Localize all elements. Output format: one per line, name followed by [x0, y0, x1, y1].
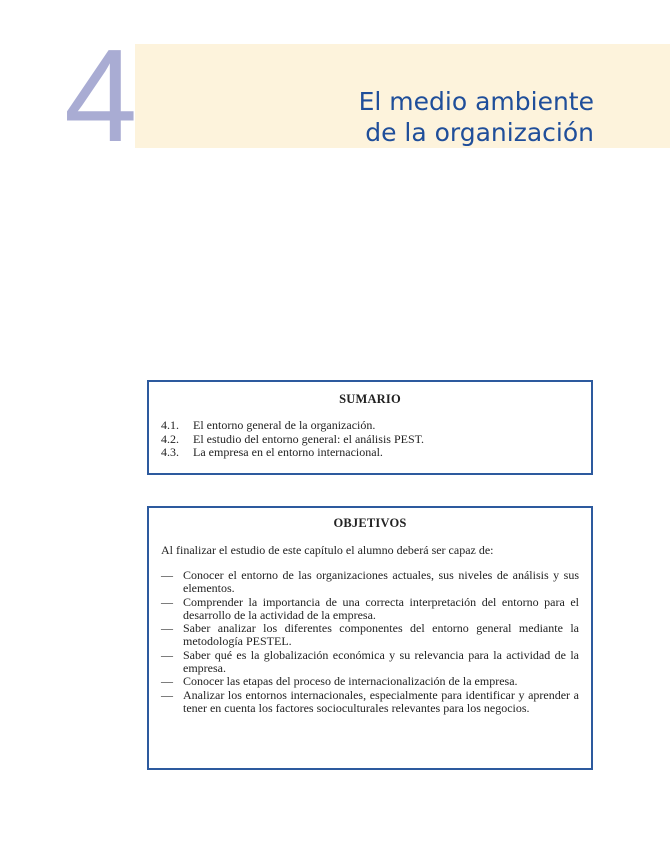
sumario-item-number: 4.3.	[161, 445, 179, 459]
objetivos-box	[147, 506, 593, 770]
objetivo-text: Comprender la importancia de una correcta interpretación del entorno para el desarrollo de la actividad de la empresa.	[183, 594, 579, 622]
sumario-item-text: El estudio del entorno general: el análisis PEST.	[193, 431, 425, 446]
objetivo-item	[161, 649, 579, 676]
dash-bullet: —	[161, 674, 173, 689]
sumario-item	[161, 419, 579, 433]
objetivo-item	[161, 596, 579, 623]
chapter-title-line-1: El medio ambiente	[358, 87, 594, 116]
sumario-item-text: La empresa en el entorno internacional.	[193, 445, 383, 459]
objetivo-text: Conocer las etapas del proceso de internacionalización de la empresa.	[183, 674, 518, 689]
sumario-list	[161, 419, 579, 460]
objetivo-text: Conocer el entorno de las organizaciones actuales, sus niveles de análisis y sus elementos.	[183, 568, 579, 596]
objetivo-item	[161, 569, 579, 596]
dash-bullet: —	[161, 594, 173, 609]
sumario-item-number: 4.1.	[161, 418, 179, 432]
sumario-item	[161, 446, 579, 460]
sumario-item-text: El entorno general de la organización.	[193, 418, 376, 432]
objetivo-item	[161, 675, 579, 688]
objetivos-intro: Al finalizar el estudio de este capítulo el alumno deberá ser capaz de:	[161, 543, 494, 557]
sumario-box	[147, 380, 593, 475]
dash-bullet: —	[161, 647, 173, 662]
chapter-title-line-2: de la organización	[365, 118, 594, 147]
sumario-item-number: 4.2.	[161, 431, 179, 446]
dash-bullet: —	[161, 621, 173, 636]
objetivo-item	[161, 622, 579, 649]
chapter-number: 4	[64, 22, 136, 169]
objetivo-text: Analizar los entornos internacionales, especialmente para identificar y aprender a tener en cuenta los factores socioculturales relevantes para los negocios.	[183, 687, 579, 715]
dash-bullet: —	[161, 687, 173, 702]
objetivos-list	[161, 569, 579, 715]
chapter-title	[359, 86, 594, 148]
sumario-heading: SUMARIO	[339, 392, 401, 406]
objetivos-heading: OBJETIVOS	[333, 516, 407, 530]
objetivo-item	[161, 689, 579, 716]
objetivo-text: Saber qué es la globalización económica y su relevancia para la actividad de la empresa.	[183, 647, 579, 676]
sumario-item	[161, 433, 579, 447]
dash-bullet: —	[161, 568, 173, 582]
objetivo-text: Saber analizar los diferentes componentes del entorno general mediante la metodología PESTEL.	[183, 621, 579, 649]
